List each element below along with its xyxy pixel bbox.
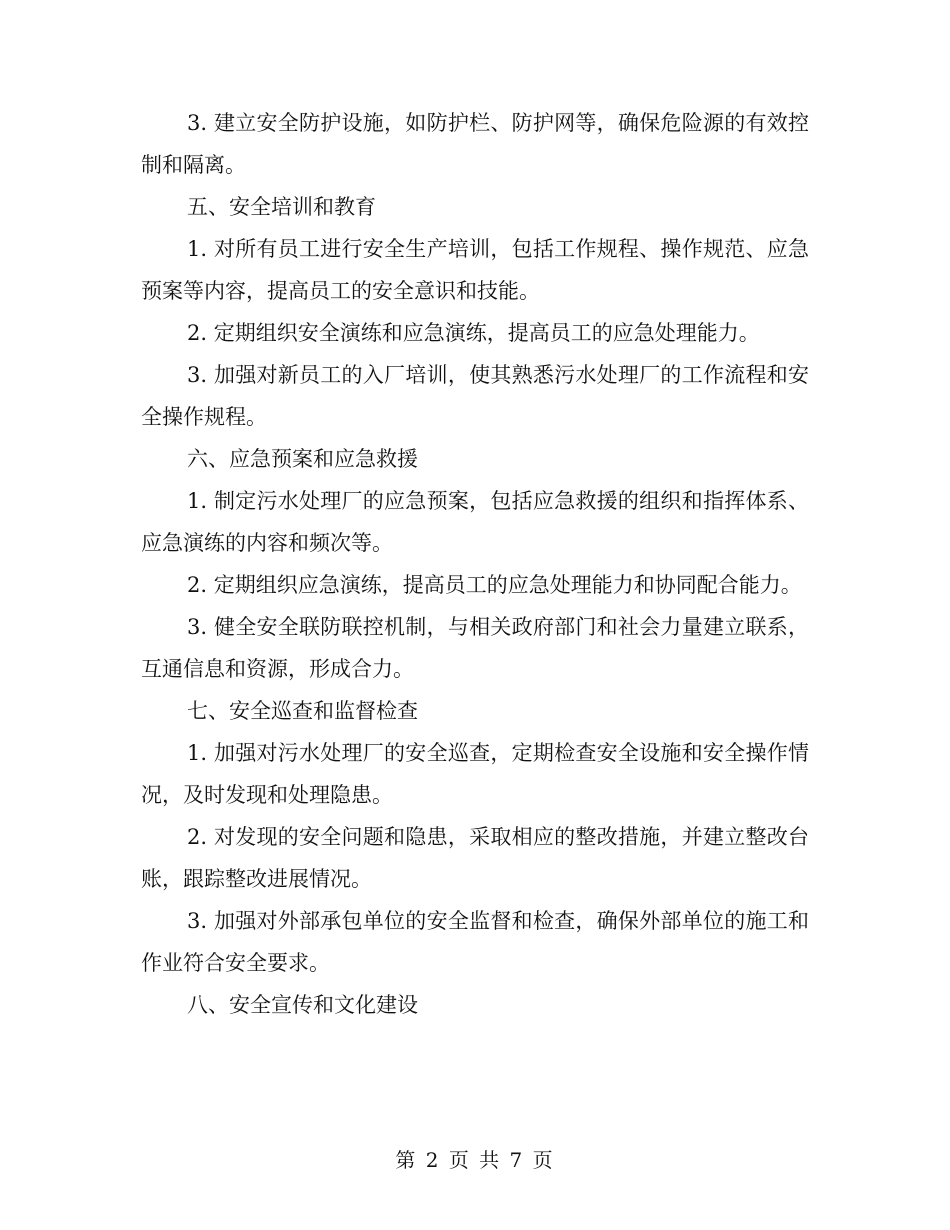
list-item: 1. 制定污水处理厂的应急预案，包括应急救援的组织和指挥体系、应急演练的内容和频次等。 xyxy=(141,489,809,555)
section-heading: 六、应急预案和应急救援 xyxy=(187,447,418,471)
document-body xyxy=(141,102,809,1026)
section-heading: 八、安全宣传和文化建设 xyxy=(187,993,418,1017)
section-heading: 五、安全培训和教育 xyxy=(187,195,376,219)
section-heading: 七、安全巡查和监督检查 xyxy=(187,699,418,723)
list-item: 3. 加强对新员工的入厂培训，使其熟悉污水处理厂的工作流程和安全操作规程。 xyxy=(141,363,809,429)
list-item: 3. 健全安全联防联控机制，与相关政府部门和社会力量建立联系，互通信息和资源，形成合力。 xyxy=(141,615,809,681)
list-item: 3. 建立安全防护设施，如防护栏、防护网等，确保危险源的有效控制和隔离。 xyxy=(141,111,809,177)
list-item: 2. 对发现的安全问题和隐患，采取相应的整改措施，并建立整改台账，跟踪整改进展情况。 xyxy=(141,825,809,891)
page-number-footer: 第 2 页 共 7 页 xyxy=(395,1148,555,1172)
list-item: 1. 对所有员工进行安全生产培训，包括工作规程、操作规范、应急预案等内容，提高员工的安全意识和技能。 xyxy=(141,237,809,303)
list-item: 1. 加强对污水处理厂的安全巡查，定期检查安全设施和安全操作情况，及时发现和处理隐患。 xyxy=(141,741,809,807)
list-item: 3. 加强对外部承包单位的安全监督和检查，确保外部单位的施工和作业符合安全要求。 xyxy=(141,909,809,975)
list-item: 2. 定期组织应急演练，提高员工的应急处理能力和协同配合能力。 xyxy=(187,573,802,597)
list-item: 2. 定期组织安全演练和应急演练，提高员工的应急处理能力。 xyxy=(187,321,760,345)
